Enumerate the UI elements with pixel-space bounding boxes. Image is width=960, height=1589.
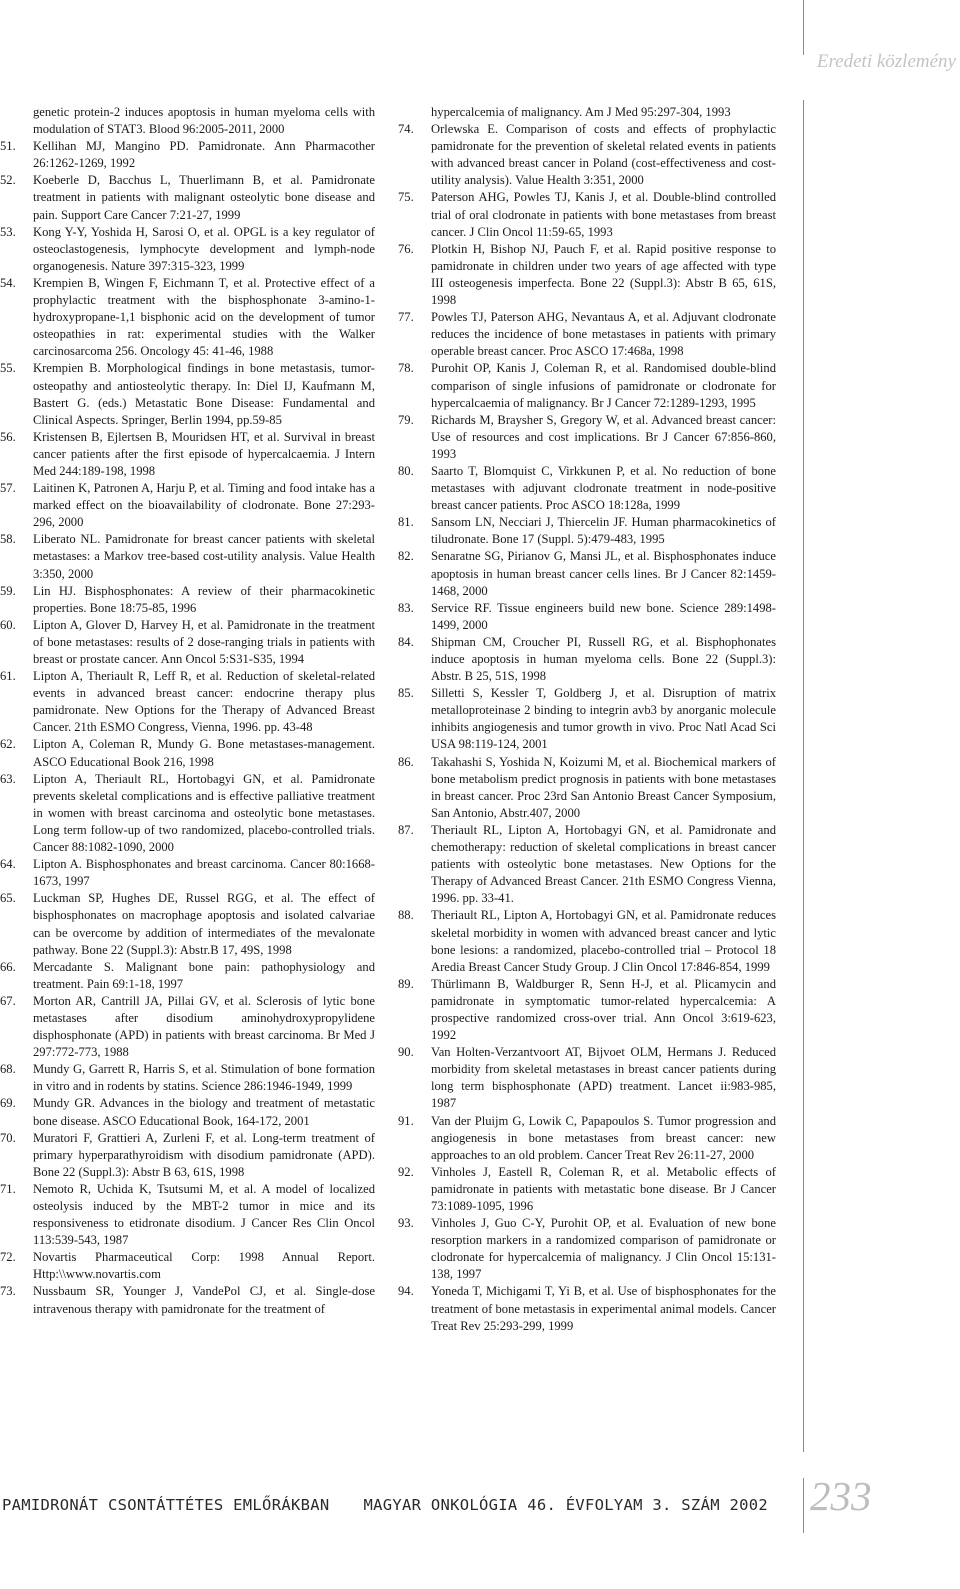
reference-text: Yoneda T, Michigami T, Yi B, et al. Use of bisphosphonates for the treatment of bone metastasis in experimental animal models. Cancer Treat Rev 25:293-299, 1999 [431, 1284, 776, 1333]
reference-number: 65. [0, 891, 16, 906]
reference-number: 92. [398, 1164, 414, 1179]
reference-number: 89. [398, 976, 414, 991]
reference-text: Theriault RL, Lipton A, Hortobagyi GN, et al. Pamidronate reduces skeletal morbidity in women with advanced breast cancer and lytic bone lesions: a randomized, placebo-controlled trial – Protocol 18 Aredia Breast Cancer Study Group. J Clin Oncol 17:846-854, 1999 [431, 908, 776, 974]
reference-number: 81. [398, 515, 414, 530]
reference-number: 71. [0, 1181, 16, 1196]
reference-number: 93. [398, 1216, 414, 1231]
reference-text: Takahashi S, Yoshida N, Koizumi M, et al. Biochemical markers of bone metabolism predict prognosis in patients with bone metastases in breast cancer. Proc 23rd San Antonio Breast Cancer Symposium, San Antonio, Abstr.407, 2000 [431, 754, 776, 820]
reference-text: Mercadante S. Malignant bone pain: pathophysiology and treatment. Pain 69:1-18, 1997 [33, 959, 375, 991]
running-title: PAMIDRONÁT CSONTÁTTÉTES EMLŐRÁKBAN [2, 1496, 330, 1514]
reference-text: Silletti S, Kessler T, Goldberg J, et al. Disruption of matrix metalloproteinase 2 binding to integrin avb3 by anorganic molecule inhibits angiogenesis and tumor growth in vivo. Proc Natl Acad Sci USA 98:119-124, 2001 [431, 686, 776, 752]
reference-text: Kong Y-Y, Yoshida H, Sarosi O, et al. OPGL is a key regulator of osteoclastogenesis, lymphocyte development and lymph-node organogenesis. Nature 397:315-323, 1999 [33, 224, 375, 273]
reference-text: Krempien B, Wingen F, Eichmann T, et al. Protective effect of a prophylactic treatment with the bisphosphonate 3-amino-1-hydroxypropane-1,1 bisphonic acid on the development of tumor osteopathies in rat: experimental studies with the Walker carcinosarcoma 256. Oncology 45: 41-46, 1988 [33, 275, 375, 359]
reference-item [398, 907, 776, 975]
reference-item [0, 1061, 375, 1095]
reference-number: 58. [0, 532, 16, 547]
reference-text: Muratori F, Grattieri A, Zurleni F, et al. Long-term treatment of primary hyperparathyroidism with disodium pamidronate (APD). Bone 22 (Suppl.3): Abstr B 63, 61S, 1998 [33, 1130, 375, 1179]
reference-number: 83. [398, 600, 414, 615]
reference-text: Mundy GR. Advances in the biology and treatment of metastatic bone disease. ASCO Educational Book, 164-172, 2001 [33, 1096, 375, 1128]
reference-item [398, 1215, 776, 1283]
reference-item [0, 890, 375, 958]
reference-number: 64. [0, 857, 16, 872]
reference-number: 68. [0, 1062, 16, 1077]
reference-item [0, 429, 375, 480]
reference-text: Kellihan MJ, Mangino PD. Pamidronate. Ann Pharmacother 26:1262-1269, 1992 [33, 139, 375, 171]
reference-item [0, 1130, 375, 1181]
reference-text: Laitinen K, Patronen A, Harju P, et al. Timing and food intake has a marked effect on the bioavailability of clodronate. Bone 27:293-296, 2000 [33, 481, 375, 530]
reference-text: Kristensen B, Ejlertsen B, Mouridsen HT, et al. Survival in breast cancer patients after the first episode of hypercalcaemia. J Intern Med 244:189-198, 1998 [33, 429, 375, 478]
reference-item [398, 189, 776, 240]
reference-text: Senaratne SG, Pirianov G, Mansi JL, et al. Bisphosphonates induce apoptosis in human breast cancer cells lines. Br J Cancer 82:1459-1468, 2000 [431, 549, 776, 598]
reference-item [398, 1164, 776, 1215]
reference-text: Plotkin H, Bishop NJ, Pauch F, et al. Rapid positive response to pamidronate in children under two years of age affected with type III osteogenesis imperfecta. Bone 22 (Suppl.3): Abstr B 65, 61S, 1998 [431, 241, 776, 308]
reference-item [398, 104, 776, 121]
reference-text: genetic protein-2 induces apoptosis in human myeloma cells with modulation of STAT3. Blood 96:2005-2011, 2000 [33, 105, 375, 137]
reference-number: 72. [0, 1250, 16, 1265]
reference-text: Lipton A, Coleman R, Mundy G. Bone metastases-management. ASCO Educational Book 216, 1998 [33, 737, 375, 769]
reference-number: 94. [398, 1284, 414, 1299]
reference-text: Lin HJ. Bisphosphonates: A review of their pharmacokinetic properties. Bone 18:75-85, 1996 [33, 583, 375, 615]
reference-number: 66. [0, 959, 16, 974]
reference-item [398, 360, 776, 411]
reference-item [398, 514, 776, 548]
reference-number: 85. [398, 686, 414, 701]
reference-number: 82. [398, 549, 414, 564]
reference-number: 79. [398, 412, 414, 427]
reference-item [398, 463, 776, 514]
reference-item [398, 548, 776, 599]
reference-item [0, 736, 375, 770]
reference-item [0, 959, 375, 993]
reference-number: 54. [0, 275, 16, 290]
references-left-column [0, 104, 375, 1318]
reference-text: Orlewska E. Comparison of costs and effects of prophylactic pamidronate for the prevention of skeletal related events in patients with advanced breast cancer in Poland (cost-effectiveness and cost-utility analysis). Value Health 3:351, 2000 [431, 122, 776, 188]
reference-text: Shipman CM, Croucher PI, Russell RG, et al. Bisphophonates induce apoptosis in human myeloma cells. Bone 22 (Suppl.3): Abstr. B 25, 51S, 1998 [431, 634, 776, 684]
reference-text: Powles TJ, Paterson AHG, Nevantaus A, et al. Adjuvant clodronate reduces the incidence of bone metastases in patients with primary operable breast cancer. Proc ASCO 17:468a, 1998 [431, 310, 776, 359]
reference-number: 60. [0, 617, 16, 632]
reference-number: 55. [0, 361, 16, 376]
reference-text: Van der Pluijm G, Lowik C, Papapoulos S. Tumor progression and angiogenesis in bone metastases from breast cancer: new approaches to an old problem. Cancer Treat Rev 26:11-27, 2000 [431, 1113, 776, 1162]
reference-text: Mundy G, Garrett R, Harris S, et al. Stimulation of bone formation in vitro and in rodents by statins. Science 286:1946-1949, 1999 [33, 1062, 375, 1094]
reference-item [398, 1113, 776, 1164]
reference-text: Luckman SP, Hughes DE, Russel RGG, et al. The effect of bisphosphonates on macrophage apoptosis and isolated calvariae can be overcome by addition of intermediates of the mevalonate pathway. Bone 22 (Suppl.3): Abstr.B 17, 49S, 1998 [33, 891, 375, 957]
reference-item [0, 138, 375, 172]
reference-number: 57. [0, 481, 16, 496]
reference-number: 53. [0, 224, 16, 239]
reference-text: Krempien B. Morphological findings in bone metastasis, tumor-osteopathy and antiosteolytic therapy. In: Diel IJ, Kaufmann M, Bastert G. (eds.) Metastatic Bone Disease: Fundamental and Clinical Aspects. Springer, Berlin 1994, pp.59-85 [33, 361, 375, 427]
reference-number: 61. [0, 669, 16, 684]
reference-number: 88. [398, 908, 414, 923]
reference-text: Lipton A, Theriault RL, Hortobagyi GN, et al. Pamidronate prevents skeletal complications and is effective palliative treatment in women with breast carcinoma and osteolytic bone metastases. Long term follow-up of two randomized, placebo-controlled trials. Cancer 88:1082-1090, 2000 [33, 771, 375, 855]
reference-item [398, 822, 776, 907]
reference-number: 80. [398, 463, 414, 478]
reference-item [398, 309, 776, 360]
reference-item [398, 685, 776, 753]
reference-text: Novartis Pharmaceutical Corp: 1998 Annual Report. Http:\\www.novartis.com [33, 1250, 375, 1282]
reference-text: Liberato NL. Pamidronate for breast cancer patients with skeletal metastases: a Markov tree-based cost-utility analysis. Value Health 3:350, 2000 [33, 532, 375, 581]
reference-number: 84. [398, 634, 414, 649]
reference-text: Saarto T, Blomquist C, Virkkunen P, et al. No reduction of bone metastases with adjuvant clodronate treatment in node-positive breast cancer patients. Proc ASCO 18:128a, 1999 [431, 463, 776, 513]
reference-text: Purohit OP, Kanis J, Coleman R, et al. Randomised double-blind comparison of single infusions of pamidronate or clodronate for hypercalcaemia of malignancy. Br J Cancer 72:1289-1293, 1995 [431, 361, 776, 410]
reference-text: Koeberle D, Bacchus L, Thuerlimann B, et al. Pamidronate treatment in patients with malignant osteolytic bone disease and pain. Support Care Cancer 7:21-27, 1999 [33, 173, 375, 222]
reference-item [0, 1181, 375, 1249]
reference-number: 74. [398, 122, 414, 137]
reference-text: Vinholes J, Eastell R, Coleman R, et al. Metabolic effects of pamidronate in patients with metastatic bone disease. Br J Cancer 73:1089-1095, 1996 [431, 1164, 776, 1213]
reference-item [398, 1283, 776, 1334]
vertical-rule-column-divider [803, 100, 804, 1452]
reference-item [0, 531, 375, 582]
reference-item [0, 1249, 375, 1283]
reference-number: 75. [398, 190, 414, 205]
reference-text: Thürlimann B, Waldburger R, Senn H-J, et al. Plicamycin and pamidronate in symptomatic tumor-related hypercalcemia: A prospective randomized cross-over trial. Ann Oncol 3:619-623, 1992 [431, 976, 776, 1043]
reference-number: 76. [398, 241, 414, 256]
vertical-rule-footer [803, 1478, 804, 1533]
reference-item [0, 856, 375, 890]
reference-number: 51. [0, 139, 16, 154]
reference-number: 86. [398, 754, 414, 769]
section-title: Eredeti közlemény [816, 51, 956, 72]
reference-number: 78. [398, 361, 414, 376]
page-number: 233 [810, 1473, 872, 1519]
reference-text: Lipton A. Bisphosphonates and breast carcinoma. Cancer 80:1668-1673, 1997 [33, 857, 375, 889]
reference-text: Van Holten-Verzantvoort AT, Bijvoet OLM, Hermans J. Reduced morbidity from skeletal metastases in breast cancer patients during long term bisphosphonate (APD) treatment. Lancet ii:983-985, 1987 [431, 1045, 776, 1111]
reference-number: 77. [398, 310, 414, 325]
reference-number: 69. [0, 1096, 16, 1111]
reference-item [0, 1095, 375, 1129]
reference-number [398, 104, 431, 121]
vertical-rule-top [803, 0, 804, 55]
reference-item [398, 121, 776, 189]
reference-item [398, 412, 776, 463]
reference-item [0, 360, 375, 428]
reference-item [0, 104, 375, 138]
reference-item [398, 1044, 776, 1112]
reference-number: 52. [0, 173, 16, 188]
reference-item [398, 241, 776, 309]
reference-text: Service RF. Tissue engineers build new bone. Science 289:1498-1499, 2000 [431, 600, 776, 632]
reference-text: Morton AR, Cantrill JA, Pillai GV, et al. Sclerosis of lytic bone metastases after disodium aminohydroxypropylidene disphosphonate (APD) in patients with breast carcinoma. Br Med J 297:772-773, 1988 [33, 993, 375, 1060]
reference-item [0, 993, 375, 1061]
reference-number: 56. [0, 429, 16, 444]
reference-number: 70. [0, 1130, 16, 1145]
reference-number: 63. [0, 771, 16, 786]
reference-number: 67. [0, 993, 16, 1008]
references-right-column [398, 104, 776, 1335]
reference-text: Vinholes J, Guo C-Y, Purohit OP, et al. Evaluation of new bone resorption markers in a randomized comparison of pamidronate or clodronate for hypercalcemia of malignancy. J Clin Oncol 15:131-138, 1997 [431, 1216, 776, 1282]
reference-number [0, 104, 33, 138]
reference-text: Lipton A, Glover D, Harvey H, et al. Pamidronate in the treatment of bone metastases: results of 2 dose-ranging trials in patients with breast or prostate cancer. Ann Oncol 5:S31-S35, 1994 [33, 617, 375, 666]
reference-text: Lipton A, Theriault R, Leff R, et al. Reduction of skeletal-related events in advanced breast cancer: endocrine therapy plus pamidronate. New Options for the Therapy of Advanced Breast Cancer. 21th ESMO Congress, Vienna, 1996. pp. 43-48 [33, 669, 375, 735]
reference-text: Theriault RL, Lipton A, Hortobagyi GN, et al. Pamidronate and chemotherapy: reduction of skeletal complications in breast cancer patients with osteolytic bone metastases. New Options for the Therapy of Advanced Breast Cancer. 21th ESMO Congress Vienna, 1996. pp. 33-41. [431, 822, 776, 906]
journal-info: MAGYAR ONKOLÓGIA 46. ÉVFOLYAM 3. SZÁM 2002 [363, 1496, 768, 1514]
reference-number: 90. [398, 1045, 414, 1060]
reference-text: Paterson AHG, Powles TJ, Kanis J, et al. Double-blind controlled trial of oral clodronate in patients with bone metastases from breast cancer. J Clin Oncol 11:59-65, 1993 [431, 190, 776, 239]
reference-number: 59. [0, 583, 16, 598]
reference-item [0, 583, 375, 617]
reference-item [0, 771, 375, 856]
reference-number: 62. [0, 737, 16, 752]
reference-item [0, 275, 375, 360]
reference-item [398, 600, 776, 634]
reference-item [398, 754, 776, 822]
reference-item [0, 617, 375, 668]
reference-item [0, 1283, 375, 1317]
reference-text: Nemoto R, Uchida K, Tsutsumi M, et al. A model of localized osteolysis induced by the MBT-2 tumor in mice and its responsiveness to etidronate disodium. J Cancer Res Clin Oncol 113:539-543, 1987 [33, 1181, 375, 1248]
reference-item [398, 634, 776, 685]
reference-number: 91. [398, 1113, 414, 1128]
reference-text: hypercalcemia of malignancy. Am J Med 95:297-304, 1993 [431, 105, 731, 119]
reference-number: 87. [398, 822, 414, 837]
reference-text: Nussbaum SR, Younger J, VandePol CJ, et al. Single-dose intravenous therapy with pamidronate for the treatment of [33, 1284, 375, 1316]
reference-item [0, 172, 375, 223]
reference-item [0, 668, 375, 736]
reference-item [0, 480, 375, 531]
reference-text: Richards M, Braysher S, Gregory W, et al. Advanced breast cancer: Use of resources and cost implications. Br J Cancer 67:856-860, 1993 [431, 412, 776, 461]
reference-item [398, 976, 776, 1044]
reference-item [0, 224, 375, 275]
reference-number: 73. [0, 1284, 16, 1299]
reference-text: Sansom LN, Necciari J, Thiercelin JF. Human pharmacokinetics of tiludronate. Bone 17 (Suppl. 5):479-483, 1995 [431, 515, 776, 547]
